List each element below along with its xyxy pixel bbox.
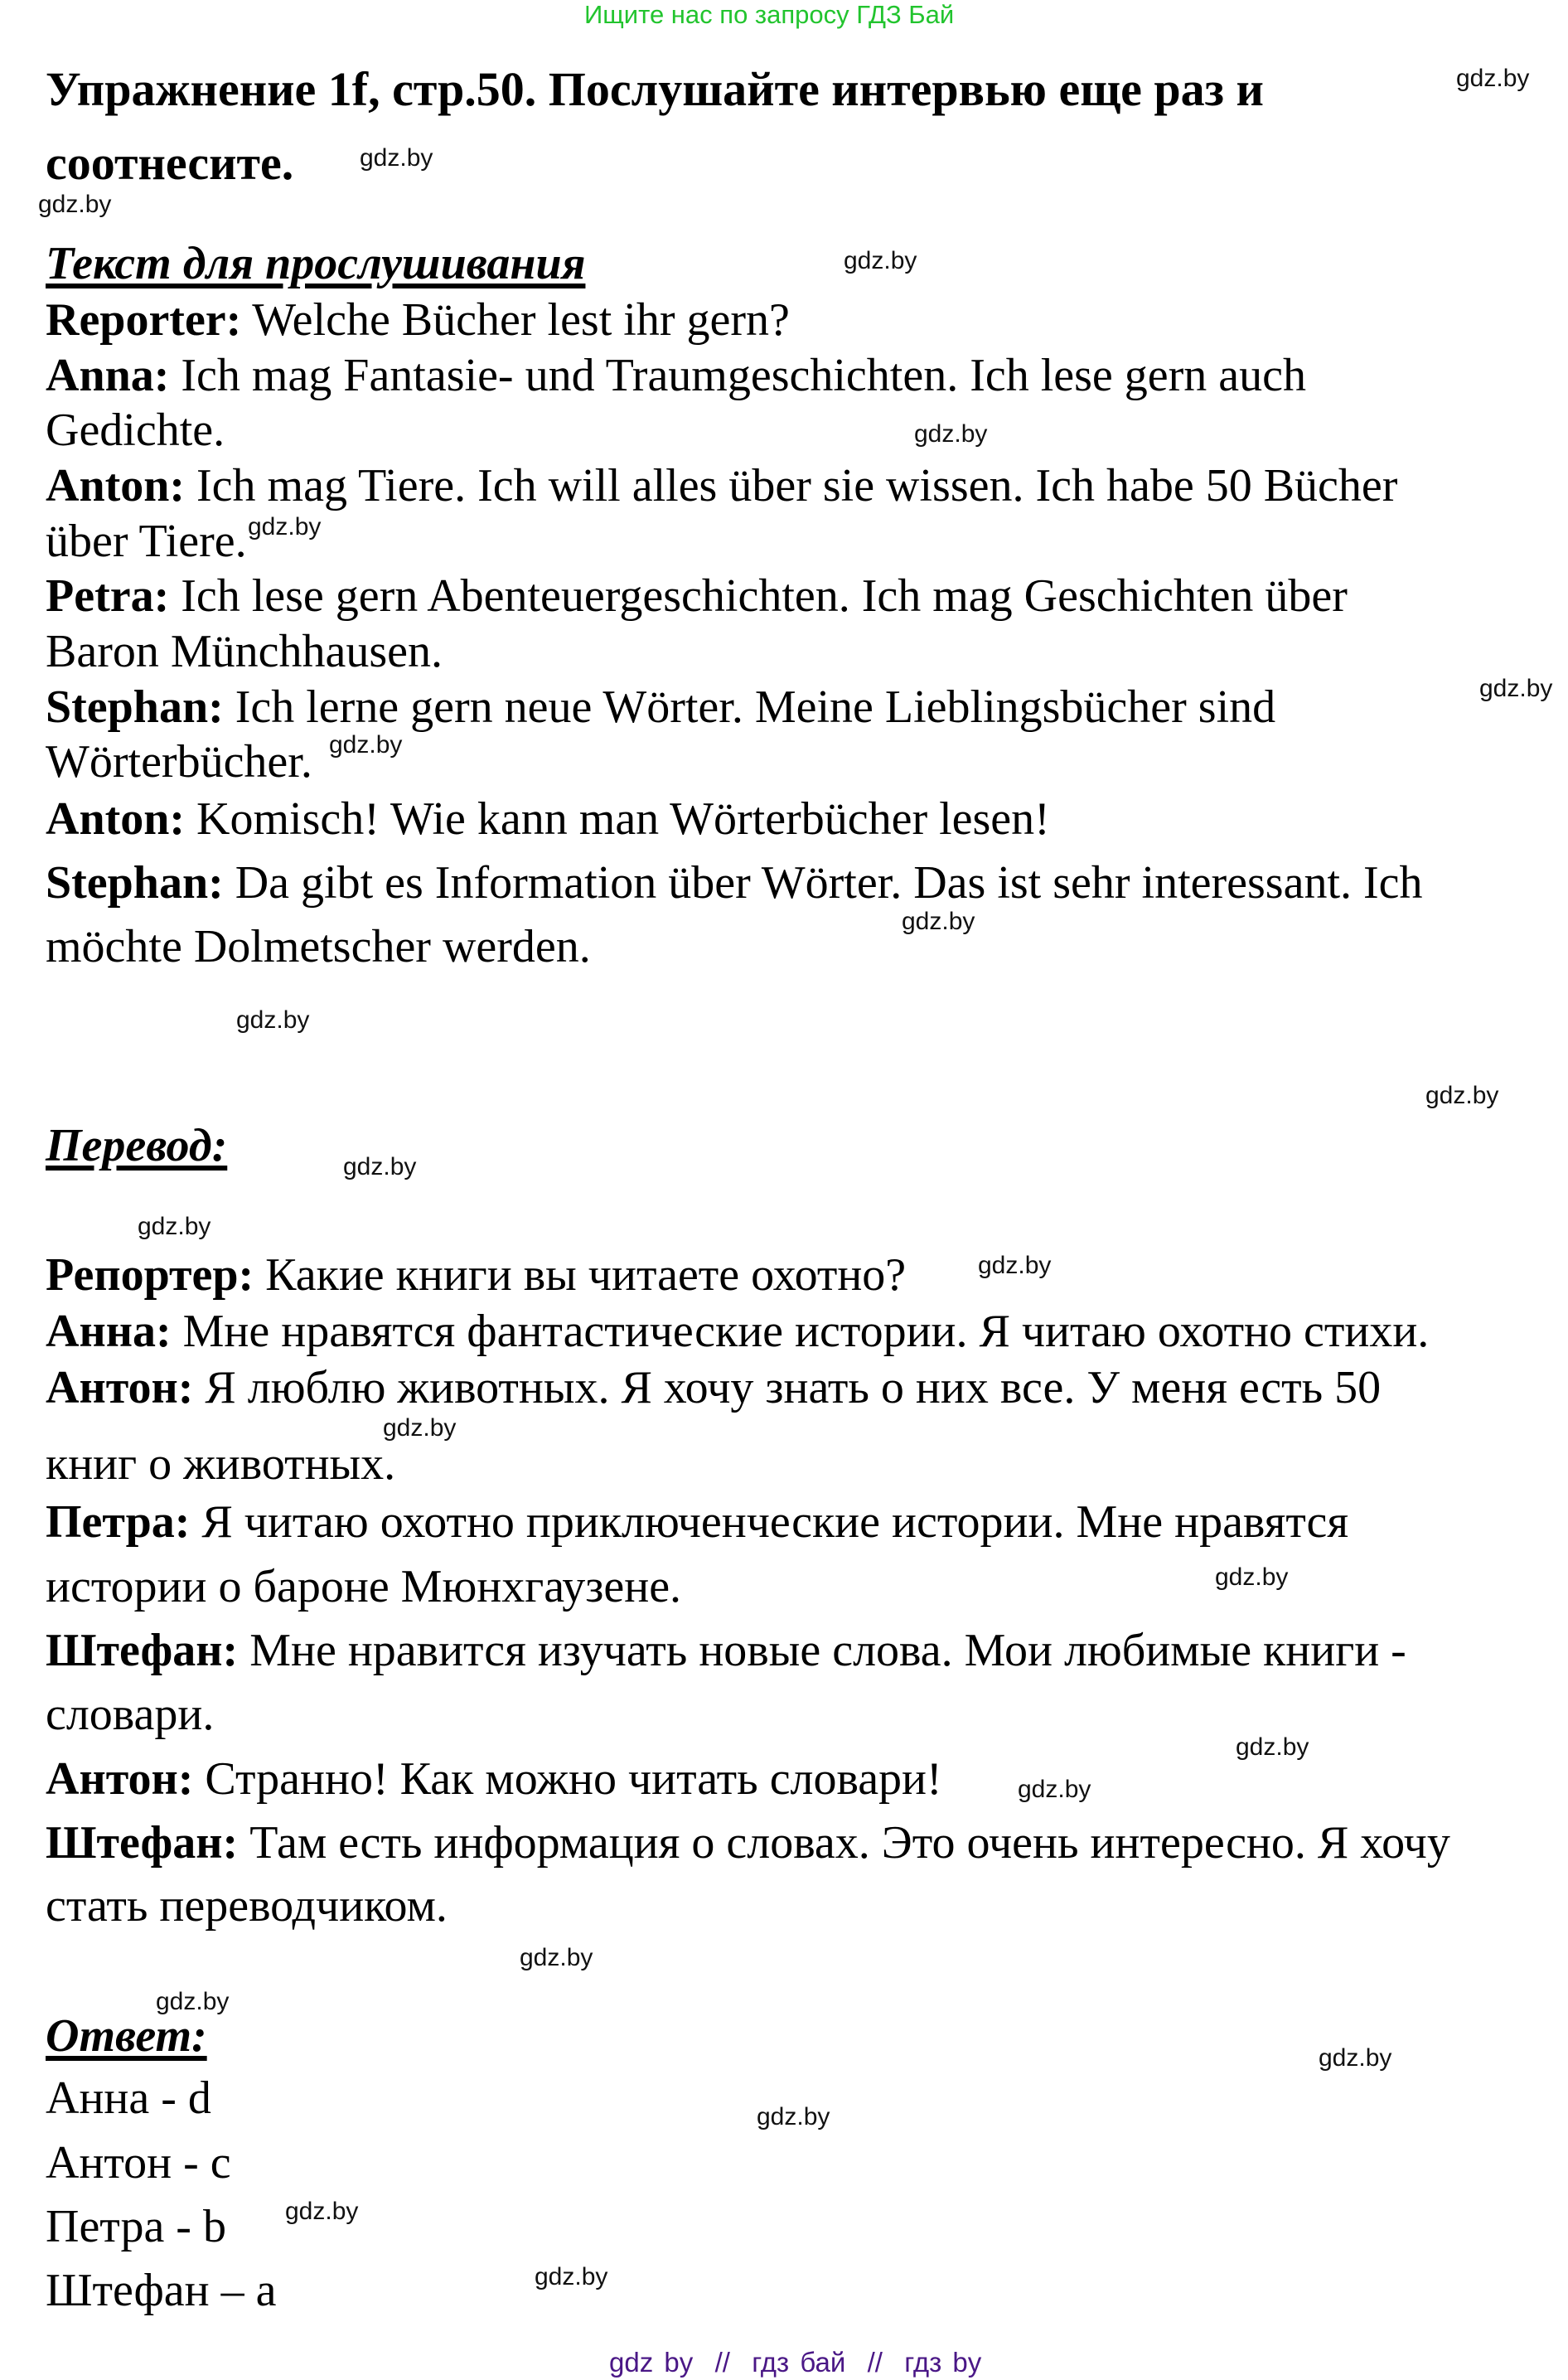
speaker-label: Антон: [46, 1362, 194, 1413]
watermark: gdz.by [902, 908, 975, 935]
speaker-label: Reporter: [46, 294, 242, 346]
speaker-label: Штефан: [46, 1625, 239, 1676]
dialog-text: Welche Bücher lest ihr gern? [241, 294, 790, 346]
dialog-text: über Tiere. [46, 516, 247, 567]
speaker-label: Штефан: [46, 1817, 239, 1869]
speaker-label: Anna: [46, 350, 170, 401]
translation-text: словари. [46, 1689, 215, 1740]
dialog-line [46, 570, 1348, 622]
watermark: gdz.by [1456, 65, 1530, 92]
translation-line [46, 1691, 214, 1738]
speaker-label: Anton: [46, 460, 186, 511]
watermark: gdz.by [38, 191, 112, 218]
watermark: gdz.by [248, 513, 322, 540]
dialog-line [46, 857, 1423, 909]
translation-line [46, 1817, 1450, 1869]
translation-line [46, 1563, 681, 1610]
watermark: gdz.by [1236, 1733, 1309, 1761]
translation-text: Мне нравятся фантастические истории. Я читаю охотно стихи. [171, 1306, 1430, 1357]
answer-heading: Ответ: [46, 2010, 207, 2062]
dialog-text: Da gibt es Information über Wörter. Das ist sehr interessant. Ich [223, 857, 1423, 909]
dialog-text: Gedichte. [46, 405, 225, 456]
watermark: gdz.by [1319, 2044, 1392, 2072]
translation-text: Странно! Как можно читать словари! [193, 1753, 942, 1805]
speaker-label: Stephan: [46, 857, 224, 909]
speaker-label: Anton: [46, 793, 186, 845]
dialog-line [46, 352, 1306, 399]
listening-heading: Текст для прослушивания [46, 238, 586, 289]
dialog-line [46, 628, 443, 675]
watermark: gdz.by [343, 1153, 417, 1180]
dialog-line [46, 681, 1276, 733]
translation-text: книг о животных. [46, 1438, 396, 1490]
answer-item: Антон - с [46, 2137, 231, 2189]
footer-links: gdz by // гдз бай // гдз by [609, 2347, 982, 2378]
translation-text: Я люблю животных. Я хочу знать о них все. У меня есть 50 [193, 1362, 1382, 1413]
dialog-line [46, 793, 1050, 845]
watermark: gdz.by [1018, 1776, 1091, 1803]
translation-line [46, 1627, 1406, 1674]
translation-text: стать переводчиком. [46, 1880, 448, 1932]
translation-heading: Перевод: [46, 1120, 228, 1171]
watermark: gdz.by [138, 1213, 211, 1240]
translation-line [46, 1753, 942, 1805]
answer-item: Анна - d [46, 2072, 211, 2124]
watermark: gdz.by [757, 2103, 830, 2130]
dialog-text: Ich mag Tiere. Ich will alles über sie wissen. Ich habe 50 Bücher [185, 460, 1398, 511]
translation-text: Какие книги вы читаете охотно? [254, 1249, 907, 1301]
watermark: gdz.by [520, 1944, 593, 1971]
dialog-line [46, 405, 225, 456]
watermark: gdz.by [914, 420, 988, 448]
watermark: gdz.by [236, 1006, 310, 1034]
dialog-line [46, 518, 247, 565]
watermark: gdz.by [844, 247, 917, 274]
answer-item: Петра - b [46, 2201, 226, 2252]
dialog-line [46, 923, 591, 970]
speaker-label: Петра: [46, 1496, 191, 1548]
translation-line [46, 1438, 396, 1490]
dialog-text: Wörterbücher. [46, 736, 312, 788]
translation-line [46, 1362, 1382, 1413]
answer-item: Штефан – а [46, 2265, 277, 2316]
dialog-text: Ich lese gern Abenteuergeschichten. Ich mag Geschichten über [169, 570, 1348, 622]
translation-text: Мне нравится изучать новые слова. Мои любимые книги - [238, 1625, 1406, 1676]
dialog-line [46, 460, 1398, 511]
translation-line [46, 1880, 448, 1932]
watermark: gdz.by [1479, 675, 1553, 702]
speaker-label: Репортер: [46, 1249, 254, 1301]
dialog-text: Ich lerne gern neue Wörter. Meine Lieblingsbücher sind [223, 681, 1276, 733]
watermark: gdz.by [1215, 1563, 1289, 1591]
dialog-text: Komisch! Wie kann man Wörterbücher lesen! [185, 793, 1050, 845]
search-hint-banner: Ищите нас по запросу ГДЗ Бай [584, 0, 955, 29]
watermark: gdz.by [360, 144, 433, 172]
dialog-text: Baron Münchhausen. [46, 626, 443, 677]
watermark: gdz.by [285, 2198, 359, 2225]
dialog-text: Ich mag Fantasie- und Traumgeschichten. Ich lese gern auch [169, 350, 1306, 401]
dialog-text: möchte Dolmetscher werden. [46, 921, 591, 972]
watermark: gdz.by [978, 1252, 1052, 1279]
translation-text: истории о бароне Мюнхгаузене. [46, 1561, 682, 1612]
translation-text: Я читаю охотно приключенческие истории. Мне нравятся [190, 1496, 1349, 1548]
translation-line [46, 1249, 907, 1301]
speaker-label: Stephan: [46, 681, 224, 733]
watermark: gdz.by [156, 1988, 230, 2015]
speaker-label: Анна: [46, 1306, 172, 1357]
translation-line [46, 1496, 1349, 1548]
translation-line [46, 1308, 1429, 1355]
watermark: gdz.by [1425, 1082, 1499, 1109]
translation-text: Там есть информация о словах. Это очень интересно. Я хочу [238, 1817, 1450, 1869]
speaker-label: Petra: [46, 570, 170, 622]
watermark: gdz.by [535, 2263, 608, 2290]
title-line-1: Упражнение 1f, стр.50. Послушайте интервью еще раз и [46, 62, 1264, 116]
watermark: gdz.by [383, 1414, 457, 1442]
dialog-line [46, 294, 790, 346]
dialog-line [46, 736, 312, 788]
title-line-2: соотнесите. [46, 136, 294, 190]
watermark: gdz.by [329, 731, 403, 759]
speaker-label: Антон: [46, 1753, 194, 1805]
